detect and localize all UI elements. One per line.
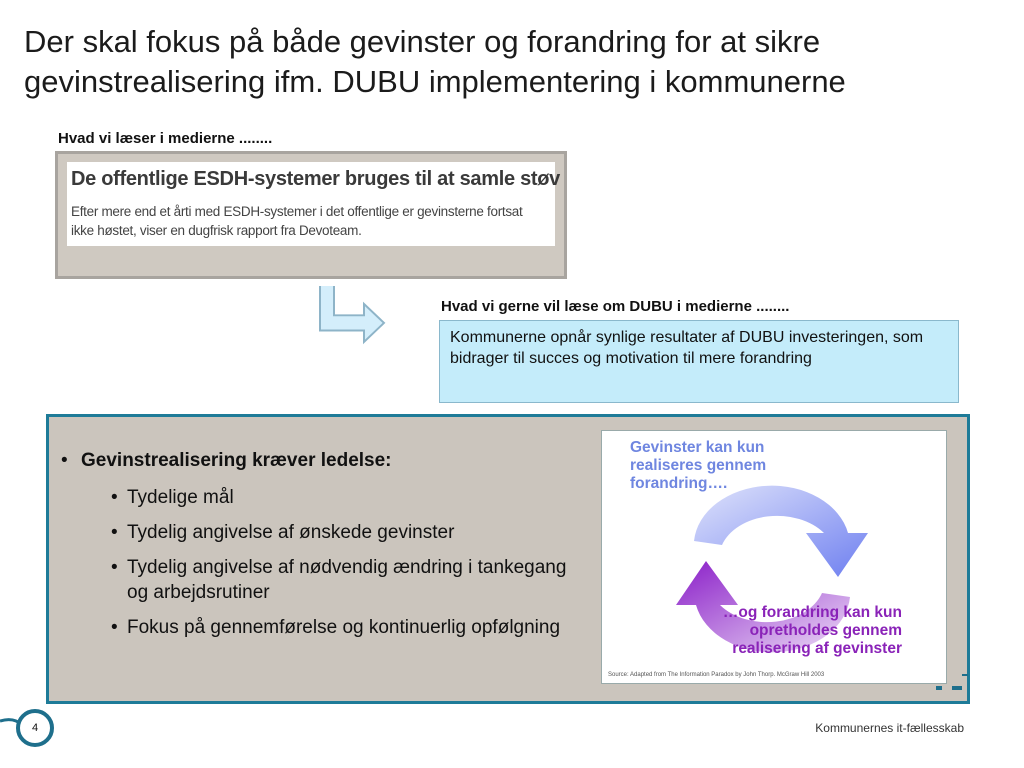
figure-bottom-line: opretholdes gennem xyxy=(749,622,902,639)
bent-arrow-icon xyxy=(316,286,388,348)
slide-title-line-2: gevinstrealisering ifm. DUBU implementering i kommunerne xyxy=(24,64,846,99)
leadership-panel xyxy=(46,414,970,704)
bullet-dot: • xyxy=(111,487,118,508)
sub-bullet xyxy=(59,485,579,510)
sub-bullet-text: Tydelige mål xyxy=(127,487,234,508)
bullet-dot: • xyxy=(111,617,118,638)
sub-bullet-text: Fokus på gennemførelse og kontinuerlig opfølgning xyxy=(127,617,561,638)
bullet-dot: • xyxy=(111,522,118,543)
figure-top-line: forandring…. xyxy=(630,475,728,492)
bullet-dot: • xyxy=(111,557,118,578)
bullet-dot: • xyxy=(61,450,68,471)
news-headline: De offentlige ESDH-systemer bruges til at samle støv xyxy=(71,168,560,190)
news-body: Efter mere end et årti med ESDH-systemer i det offentlige er gevinsterne fortsat ikke høstet, viser en dugfrisk rapport fra Devoteam. xyxy=(71,204,523,238)
sub-bullet xyxy=(59,555,579,605)
sub-bullet-text: Tydelig angivelse af ønskede gevinster xyxy=(127,522,455,543)
media-label: Hvad vi læser i medierne ........ xyxy=(58,130,273,147)
figure-bottom-line: realisering af gevinster xyxy=(732,640,902,657)
cycle-figure xyxy=(601,430,947,684)
slide-title-line-1: Der skal fokus på både gevinster og forandring for at sikre xyxy=(24,24,821,59)
wish-text-box: Kommunerne opnår synlige resultater af DUBU investeringen, som bidrager til succes og motivation til mere forandring xyxy=(439,320,959,403)
sub-bullet-text: Tydelig angivelse af nødvendig ændring i tankegang og arbejdsrutiner xyxy=(127,557,567,603)
figure-top-line: Gevinster kan kun xyxy=(630,439,765,456)
figure-top-line: realiseres gennem xyxy=(630,457,767,474)
figure-bottom-line: …og forandring kan kun xyxy=(722,604,902,621)
sub-bullet xyxy=(59,615,579,640)
bullet-main-text: Gevinstrealisering kræver ledelse: xyxy=(81,450,392,471)
wish-label: Hvad vi gerne vil læse om DUBU i medierne ........ xyxy=(441,298,790,315)
bullet-list xyxy=(59,449,579,640)
media-clipping-box xyxy=(55,151,567,279)
slide-title xyxy=(24,22,984,102)
figure-source: Source: Adapted from The Information Paradox by John Thorp. McGraw Hill 2003 xyxy=(608,672,825,678)
footer-organization: Kommunernes it-fællesskab xyxy=(815,721,964,735)
page-number: 4 xyxy=(16,709,54,747)
news-clipping xyxy=(67,162,560,246)
bullet-main xyxy=(59,449,579,473)
figure-bottom-text xyxy=(723,604,902,658)
logo-icon xyxy=(896,668,970,692)
sub-bullet xyxy=(59,520,579,545)
